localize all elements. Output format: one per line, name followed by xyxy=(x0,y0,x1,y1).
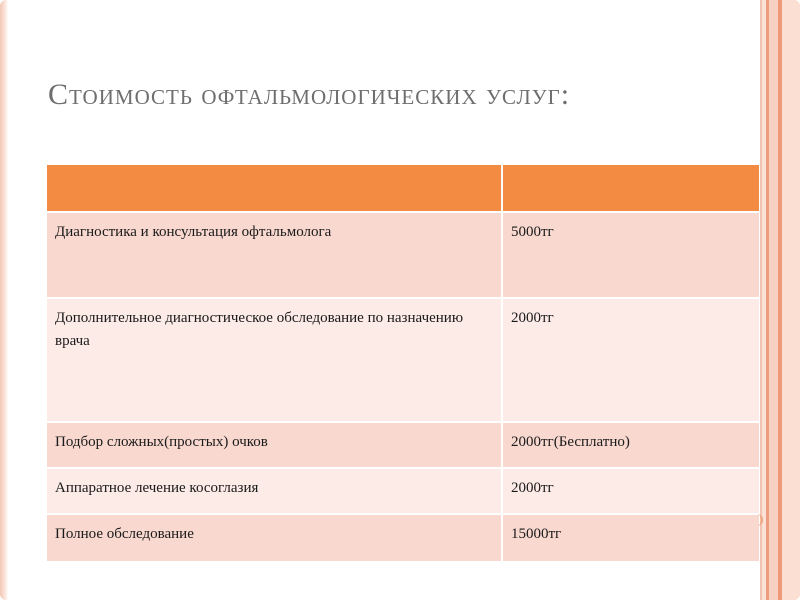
table-row xyxy=(47,514,759,561)
slide-left-border xyxy=(0,0,8,600)
price-cell: 2000тг xyxy=(502,468,759,514)
service-cell: Аппаратное лечение косоглазия xyxy=(47,468,502,514)
table-header-row xyxy=(47,165,759,212)
service-cell: Диагностика и консультация офтальмолога xyxy=(47,212,502,298)
table-row xyxy=(47,468,759,514)
service-cell: Дополнительное диагностическое обследование по назначению врача xyxy=(47,298,502,422)
header-cell-price xyxy=(502,165,759,212)
slide-title: Стоимость офтальмологических услуг: xyxy=(48,78,571,111)
table-row xyxy=(47,422,759,468)
price-cell: 2000тг xyxy=(502,298,759,422)
table-row xyxy=(47,212,759,298)
price-table xyxy=(47,165,759,561)
service-cell: Полное обследование xyxy=(47,514,502,561)
price-cell: 5000тг xyxy=(502,212,759,298)
price-cell: 15000тг xyxy=(502,514,759,561)
header-cell-service xyxy=(47,165,502,212)
price-cell: 2000тг(Бесплатно) xyxy=(502,422,759,468)
table-row xyxy=(47,298,759,422)
service-cell: Подбор сложных(простых) очков xyxy=(47,422,502,468)
